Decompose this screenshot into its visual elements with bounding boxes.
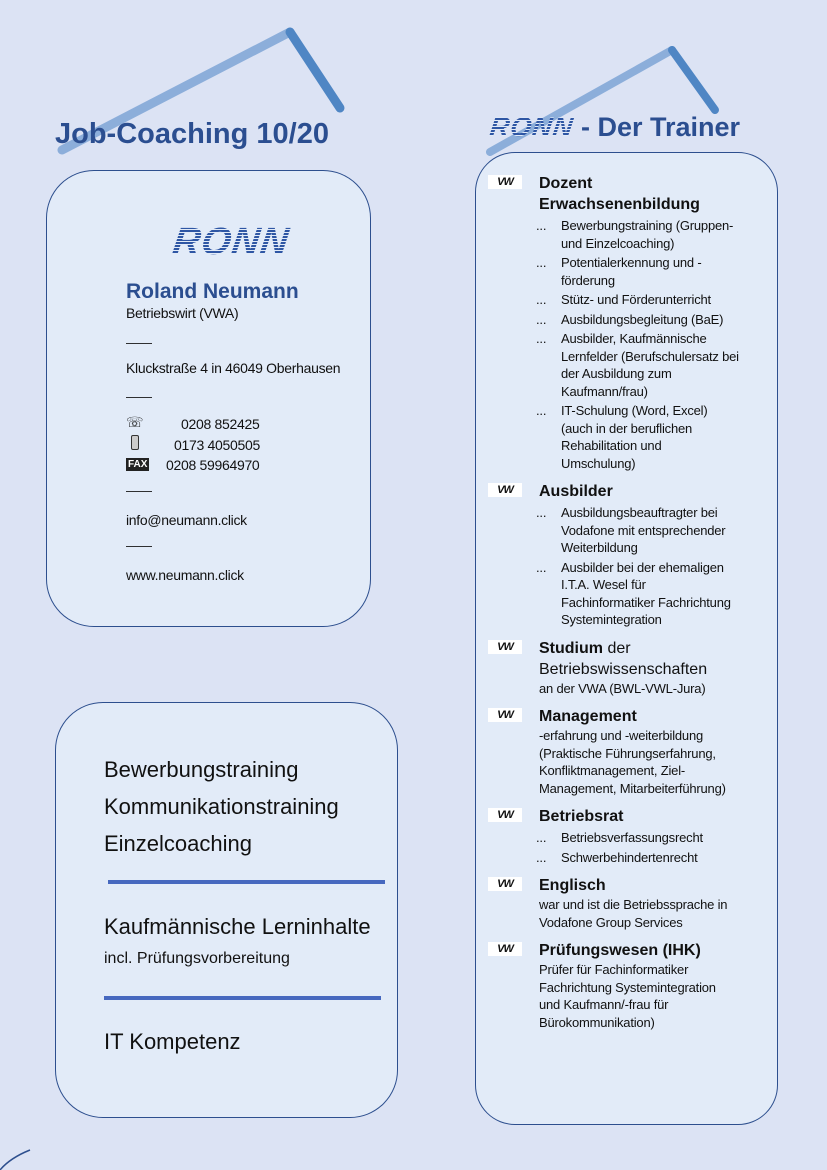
bullet-marker: ...: [536, 830, 547, 845]
phone-icon: ☏: [126, 414, 144, 430]
section-title: [539, 806, 739, 827]
bullet-text: Ausbilder bei der ehemaligen I.T.A. Wesel für Fachinformatiker Fachrichtung Systemintegration: [561, 559, 731, 627]
section-title-text: Management: [539, 708, 637, 725]
qualification-section: [497, 706, 739, 797]
website-link[interactable]: www.neumann.click: [126, 567, 244, 583]
qualification-section: [497, 940, 739, 1031]
qualification-section: [497, 875, 739, 931]
badge-icon: VW: [488, 640, 522, 654]
bullet-item: [536, 829, 739, 847]
bullet-item: [536, 254, 739, 289]
separator: ——: [126, 538, 152, 553]
bullet-item: [536, 402, 739, 472]
qualification-section: [497, 173, 739, 472]
section-title: [539, 638, 739, 680]
bullet-item: [536, 330, 739, 400]
bullet-marker: ...: [536, 849, 547, 865]
service-item: IT Kompetenz: [104, 1029, 241, 1054]
section-title-text: Studium: [539, 639, 603, 657]
qualification-section: [497, 806, 739, 866]
fax-number: 0208 59964970: [166, 457, 260, 473]
mobile-phone-icon: [131, 435, 139, 450]
bullet-text: Schwerbehindertenrecht: [561, 849, 698, 865]
trainer-title: - Der Trainer: [573, 112, 741, 142]
mobile-number[interactable]: 0173 4050505: [174, 437, 260, 453]
phone-number[interactable]: 0208 852425: [181, 416, 260, 432]
bullet-text: Potentialerkennung und -förderung: [561, 255, 702, 288]
bullet-marker: ...: [536, 292, 547, 307]
section-text: an der VWA (BWL-VWL-Jura): [539, 680, 706, 696]
contact-name: Roland Neumann: [126, 280, 299, 303]
bullet-text: Ausbildungsbegleitung (BaE): [561, 311, 724, 327]
badge-icon: VW: [488, 942, 522, 956]
section-title-text: Betriebsrat: [539, 808, 624, 825]
separator: ——: [126, 335, 152, 350]
section-title-text: Englisch: [539, 877, 606, 894]
bullet-item: [536, 217, 739, 252]
ronn-logo: RONN: [487, 112, 576, 142]
separator: ——: [126, 483, 152, 498]
ronn-logo: RONN: [170, 221, 292, 263]
bullet-marker: ...: [536, 218, 547, 233]
bullet-item: [536, 311, 739, 329]
separator: ——: [126, 389, 152, 404]
address: Kluckstraße 4 in 46049 Oberhausen: [126, 360, 341, 376]
qualification-list: [497, 173, 739, 1040]
bullet-item: [536, 291, 739, 309]
service-item: Kommunikationstraining: [104, 794, 339, 819]
contact-card: [46, 170, 371, 627]
bullet-text: Bewerbungstraining (Gruppen- und Einzelcoaching): [561, 218, 734, 251]
corner-arc: [0, 1140, 40, 1170]
section-title-suffix: der Betriebswissenschaften: [539, 639, 708, 678]
service-item: Kaufmännische Lerninhalte: [104, 914, 371, 939]
divider: [108, 880, 385, 884]
service-subtitle: incl. Prüfungsvorbereitung: [104, 950, 290, 967]
bullet-marker: ...: [536, 505, 547, 520]
bullet-text: Ausbilder, Kaufmännische Lernfelder (Berufschulersatz bei der Ausbildung zum Kaufmann/frau): [561, 331, 739, 399]
qualification-section: [497, 481, 739, 629]
bullet-marker: ...: [536, 331, 547, 346]
section-title: [539, 706, 739, 727]
trainer-heading: [487, 112, 741, 143]
services-card: [55, 702, 398, 1118]
bullet-marker: ...: [536, 255, 547, 270]
badge-icon: VW: [488, 808, 522, 822]
trainer-card: [475, 152, 778, 1125]
bullet-item: [536, 849, 739, 867]
section-title: [539, 481, 739, 502]
bullet-marker: ...: [536, 559, 547, 575]
section-title: [539, 940, 739, 961]
section-text: Prüfer für Fachinformatiker Fachrichtung Systemintegration und Kaufmann/-frau für Bürokommunikation): [539, 962, 716, 1030]
section-title: [539, 173, 739, 215]
fax-icon: FAX: [128, 459, 148, 470]
bullet-marker: ...: [536, 403, 547, 418]
bullet-marker: ...: [536, 311, 547, 327]
job-title: Betriebswirt (VWA): [126, 305, 239, 321]
page-title: Job-Coaching 10/20: [55, 118, 329, 150]
badge-icon: VW: [488, 175, 522, 189]
bullet-item: [536, 504, 739, 557]
bullet-item: [536, 559, 739, 629]
badge-icon: VW: [488, 877, 522, 891]
section-title-text: Prüfungswesen (IHK): [539, 942, 701, 959]
badge-icon: VW: [488, 708, 522, 722]
bullet-text: Stütz- und Förderunterricht: [561, 292, 711, 307]
qualification-section: [497, 638, 739, 698]
section-text: -erfahrung und -weiterbildung (Praktische Führungserfahrung, Konfliktmanagement, Ziel-Management, Mitarbeiterführung): [539, 728, 726, 796]
bullet-text: Ausbildungsbeauftragter bei Vodafone mit entsprechender Weiterbildung: [561, 505, 726, 555]
bullet-text: Betriebsverfassungsrecht: [561, 830, 703, 845]
section-text: war und ist die Betriebssprache in Vodafone Group Services: [539, 897, 728, 930]
email-link[interactable]: info@neumann.click: [126, 512, 247, 528]
section-title-text: Ausbilder: [539, 483, 613, 500]
service-item: Bewerbungstraining: [104, 757, 299, 782]
section-title-text: Dozent Erwachsenenbildung: [539, 175, 700, 213]
service-item: Einzelcoaching: [104, 831, 252, 856]
badge-icon: VW: [488, 483, 522, 497]
section-title: [539, 875, 739, 896]
divider: [104, 996, 381, 1000]
bullet-text: IT-Schulung (Word, Excel) (auch in der beruflichen Rehabilitation und Umschulung): [561, 403, 708, 471]
